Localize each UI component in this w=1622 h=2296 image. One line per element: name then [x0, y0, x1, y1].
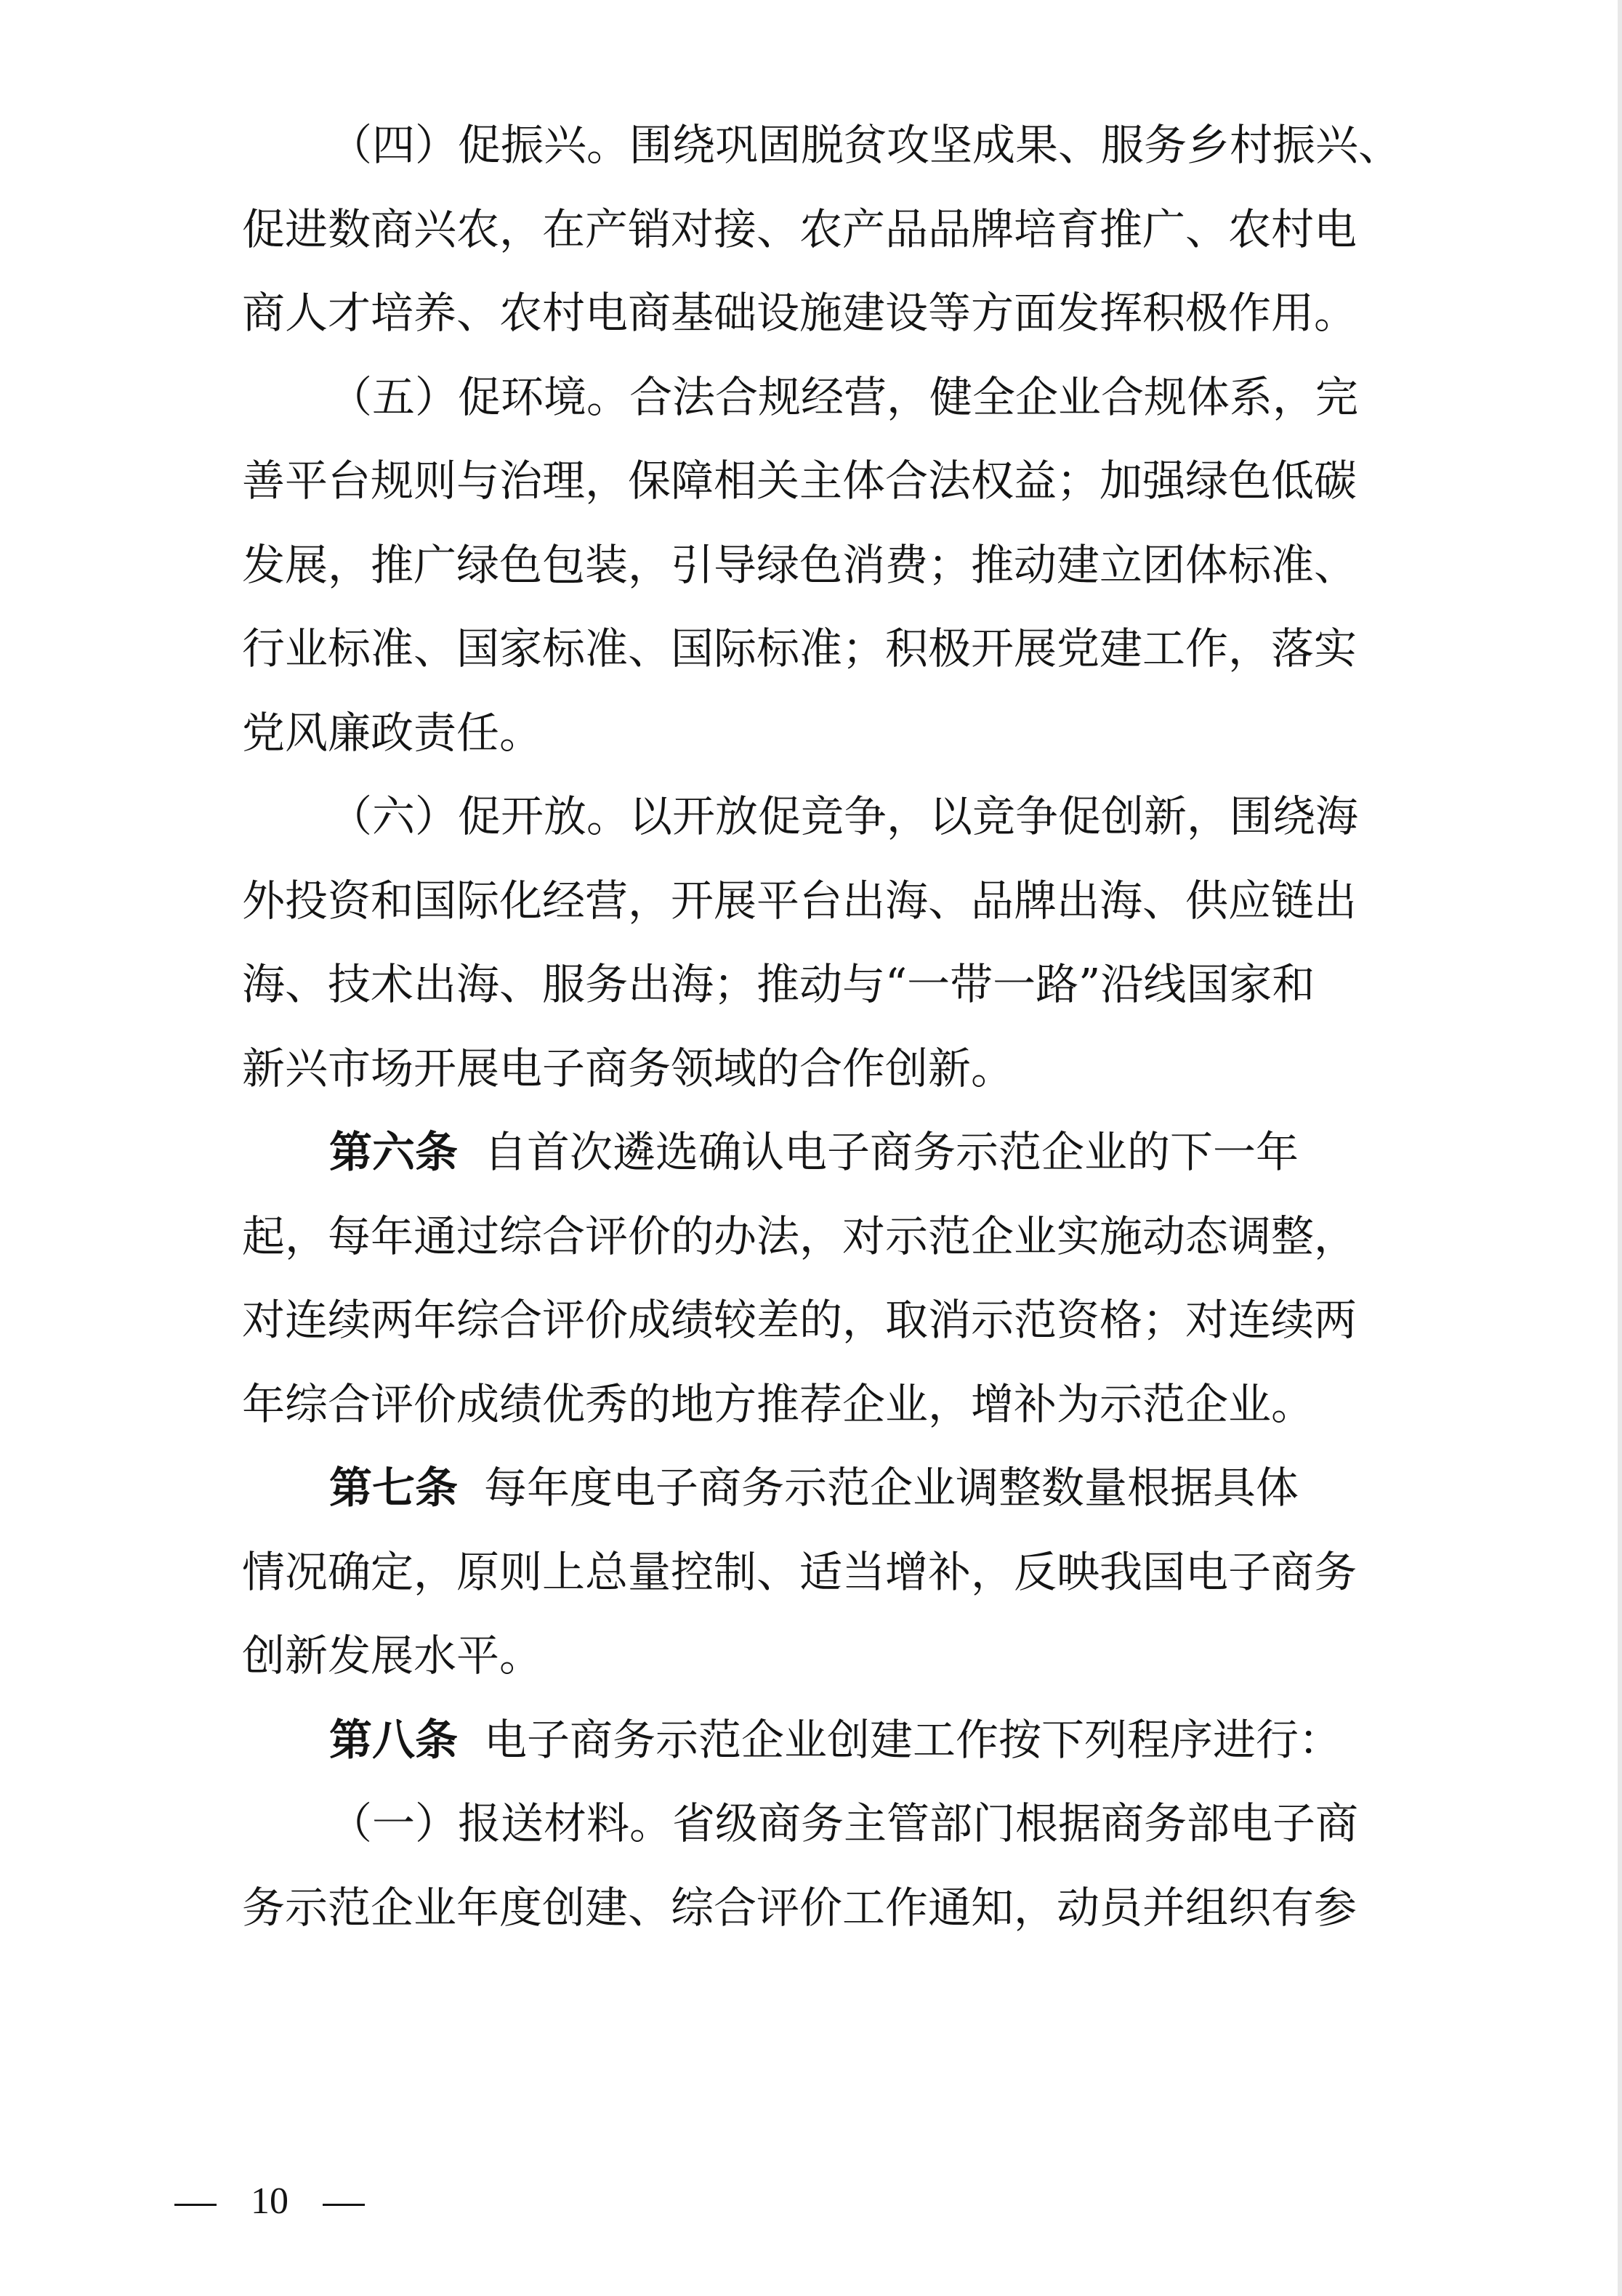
line-text: 对连续两年综合评价成绩较差的，取消示范资格；对连续两	[242, 1295, 1357, 1345]
scan-edge	[1618, 0, 1622, 2296]
text-line	[242, 605, 1357, 692]
text-line	[242, 1193, 1357, 1280]
text-line	[329, 1697, 1341, 1784]
text-line	[242, 690, 542, 777]
text-line	[242, 941, 1315, 1028]
text-line	[242, 1864, 1357, 1952]
text-line	[242, 1277, 1357, 1364]
text-line	[242, 1612, 542, 1699]
text-line	[242, 1025, 1014, 1112]
line-text: 自首次遴选确认电子商务示范企业的下一年	[484, 1127, 1299, 1177]
footer-dash-right	[323, 2204, 365, 2206]
text-line	[242, 1529, 1357, 1616]
line-text: （四）促振兴。围绕巩固脱贫攻坚成果、服务乡村振兴、	[329, 120, 1402, 170]
line-text: 党风廉政责任。	[242, 707, 543, 758]
line-text: 海、技术出海、服务出海；推动与“一带一路”沿线国家和	[242, 959, 1315, 1009]
line-text: 商人才培养、农村电商基础设施建设等方面发挥积极作用。	[242, 288, 1357, 338]
text-line	[329, 773, 1358, 860]
article-heading: 第八条	[329, 1714, 459, 1765]
line-text: 起，每年通过综合评价的办法，对示范企业实施动态调整，	[242, 1210, 1357, 1261]
line-text: 创新发展水平。	[242, 1630, 543, 1681]
page-footer	[174, 2172, 365, 2231]
line-text: 电子商务示范企业创建工作按下列程序进行：	[484, 1714, 1342, 1765]
text-line	[242, 1361, 1314, 1448]
text-line	[242, 522, 1357, 609]
text-line	[329, 1780, 1358, 1867]
text-line	[242, 857, 1357, 945]
text-line	[329, 354, 1358, 441]
line-text: 外投资和国际化经营，开展平台出海、品牌出海、供应链出	[242, 875, 1357, 926]
line-text: 发展，推广绿色包装，引导绿色消费；推动建立团体标准、	[242, 539, 1357, 590]
article-heading: 第七条	[329, 1463, 459, 1513]
page-number: 10	[251, 2180, 289, 2222]
line-text: （五）促环境。合法合规经营，健全企业合规体系，完	[329, 371, 1359, 422]
text-line	[329, 1109, 1299, 1196]
text-line	[242, 437, 1357, 525]
line-text: （一）报送材料。省级商务主管部门根据商务部电子商	[329, 1798, 1359, 1848]
line-text: 新兴市场开展电子商务领域的合作创新。	[242, 1043, 1014, 1094]
text-line	[329, 102, 1401, 189]
line-text: 行业标准、国家标准、国际标准；积极开展党建工作，落实	[242, 623, 1357, 674]
footer-dash-left	[174, 2204, 217, 2206]
line-text: 情况确定，原则上总量控制、适当增补，反映我国电子商务	[242, 1546, 1357, 1597]
line-text: 每年度电子商务示范企业调整数量根据具体	[484, 1463, 1299, 1513]
line-text: （六）促开放。以开放促竞争，以竞争促创新，围绕海	[329, 791, 1359, 841]
article-heading: 第六条	[329, 1127, 459, 1177]
text-line	[242, 186, 1357, 273]
text-line	[329, 1444, 1299, 1532]
text-line	[242, 270, 1357, 357]
line-text: 务示范企业年度创建、综合评价工作通知，动员并组织有参	[242, 1882, 1357, 1933]
line-text: 年综合评价成绩优秀的地方推荐企业，增补为示范企业。	[242, 1378, 1315, 1429]
line-text: 善平台规则与治理，保障相关主体合法权益；加强绿色低碳	[242, 456, 1357, 506]
line-text: 促进数商兴农，在产销对接、农产品品牌培育推广、农村电	[242, 203, 1357, 254]
